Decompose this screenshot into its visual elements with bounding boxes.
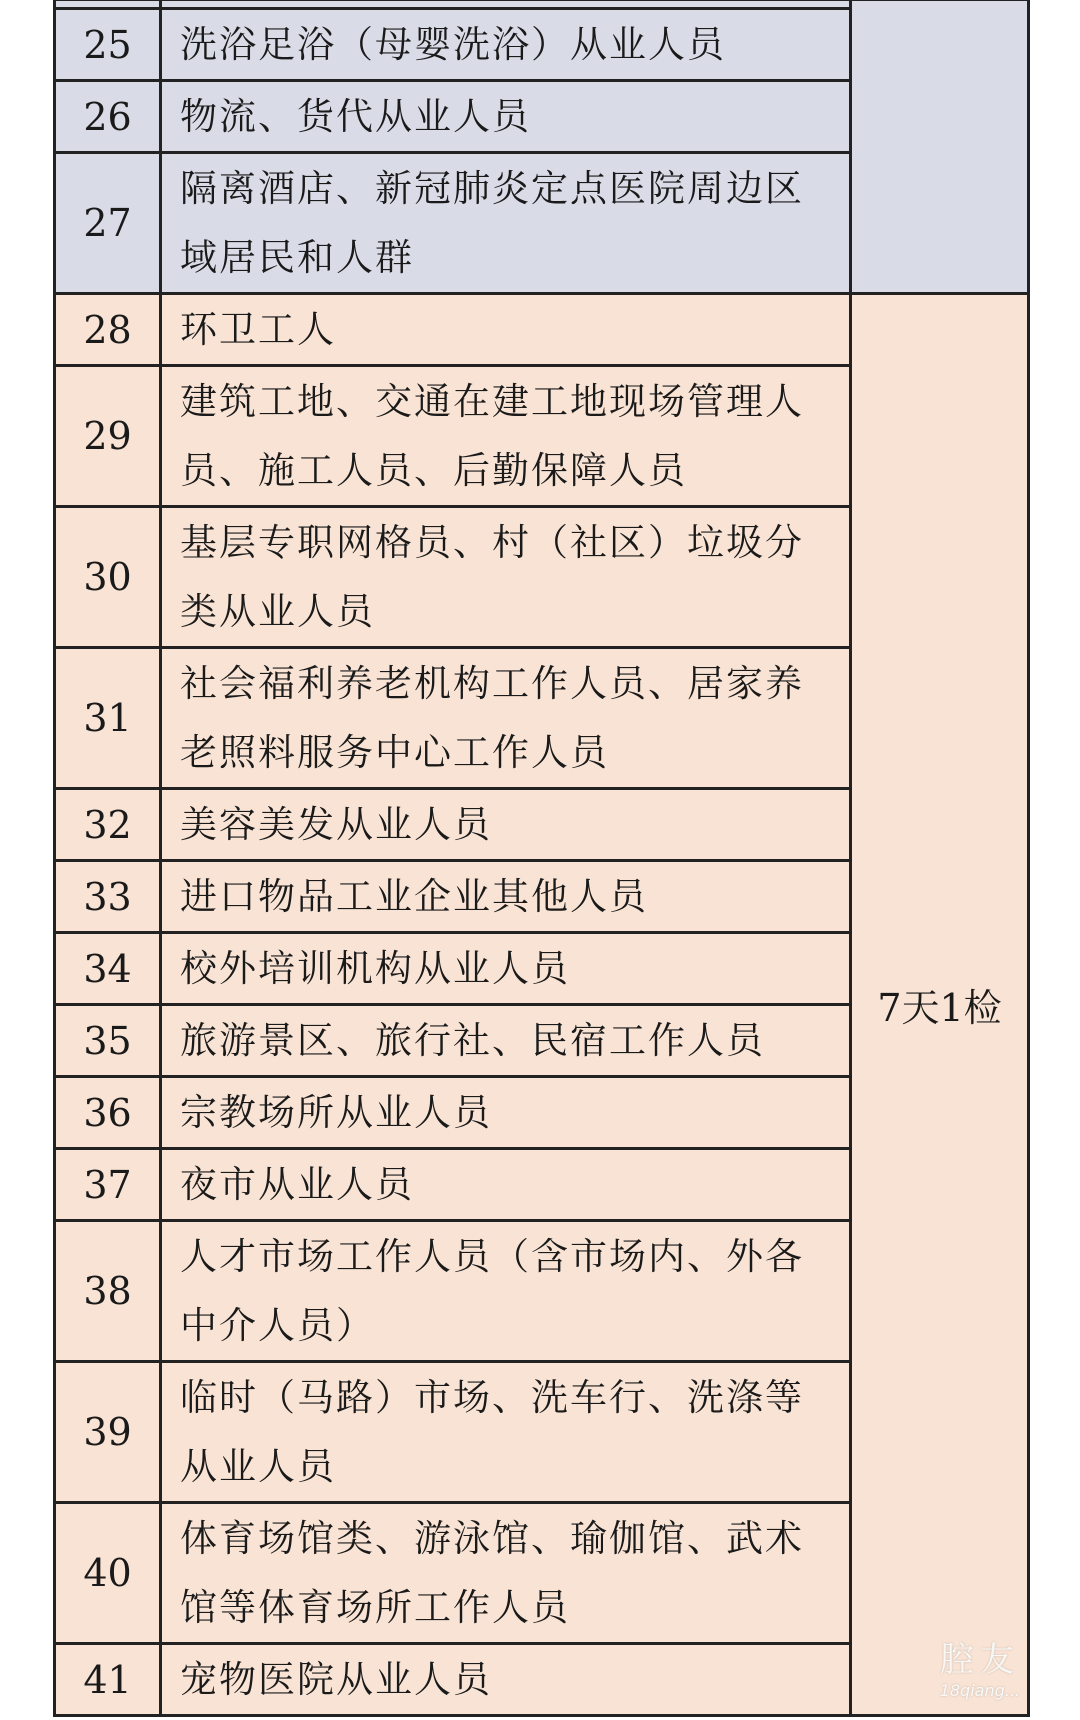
row-number: 31	[55, 648, 161, 789]
row-description: 体育场馆类、游泳馆、瑜伽馆、武术馆等体育场所工作人员	[161, 1503, 851, 1644]
row-number: 35	[55, 1005, 161, 1077]
table-row	[55, 294, 1029, 366]
frequency-cell-group1	[851, 0, 1029, 294]
personnel-testing-table	[53, 0, 1030, 1717]
row-description: 社会福利养老机构工作人员、居家养老照料服务中心工作人员	[161, 648, 851, 789]
row-description: 建筑工地、交通在建工地现场管理人员、施工人员、后勤保障人员	[161, 366, 851, 507]
row-description: 物流、货代从业人员	[161, 81, 851, 153]
row-description: 美容美发从业人员	[161, 789, 851, 861]
row-number: 28	[55, 294, 161, 366]
row-description: 洗浴足浴（母婴洗浴）从业人员	[161, 9, 851, 81]
row-description: 夜市从业人员	[161, 1149, 851, 1221]
row-number: 33	[55, 861, 161, 933]
row-description: 环卫工人	[161, 294, 851, 366]
row-description: 基层专职网格员、村（社区）垃圾分类从业人员	[161, 507, 851, 648]
row-number: 26	[55, 81, 161, 153]
watermark-url-text: 18qiang...	[939, 1681, 1020, 1700]
row-description: 校外培训机构从业人员	[161, 933, 851, 1005]
row-number: 34	[55, 933, 161, 1005]
row-number: 27	[55, 153, 161, 294]
frequency-cell-group2: 7天1检	[851, 294, 1029, 1716]
row-description: 宠物医院从业人员	[161, 1644, 851, 1716]
row-number: 37	[55, 1149, 161, 1221]
row-description: 人才市场工作人员（含市场内、外各中介人员）	[161, 1221, 851, 1362]
row-number: 30	[55, 507, 161, 648]
row-number: 41	[55, 1644, 161, 1716]
watermark-logo-text: 腔友	[940, 1640, 1020, 1680]
row-number: 32	[55, 789, 161, 861]
row-number: 40	[55, 1503, 161, 1644]
row-number: 36	[55, 1077, 161, 1149]
table-row-partial	[55, 0, 1029, 9]
row-description: 隔离酒店、新冠肺炎定点医院周边区域居民和人群	[161, 153, 851, 294]
row-number: 29	[55, 366, 161, 507]
row-description: 临时（马路）市场、洗车行、洗涤等从业人员	[161, 1362, 851, 1503]
row-number: 38	[55, 1221, 161, 1362]
row-number: 39	[55, 1362, 161, 1503]
row-number: 25	[55, 9, 161, 81]
row-description: 进口物品工业企业其他人员	[161, 861, 851, 933]
row-description: 宗教场所从业人员	[161, 1077, 851, 1149]
row-description: 旅游景区、旅行社、民宿工作人员	[161, 1005, 851, 1077]
